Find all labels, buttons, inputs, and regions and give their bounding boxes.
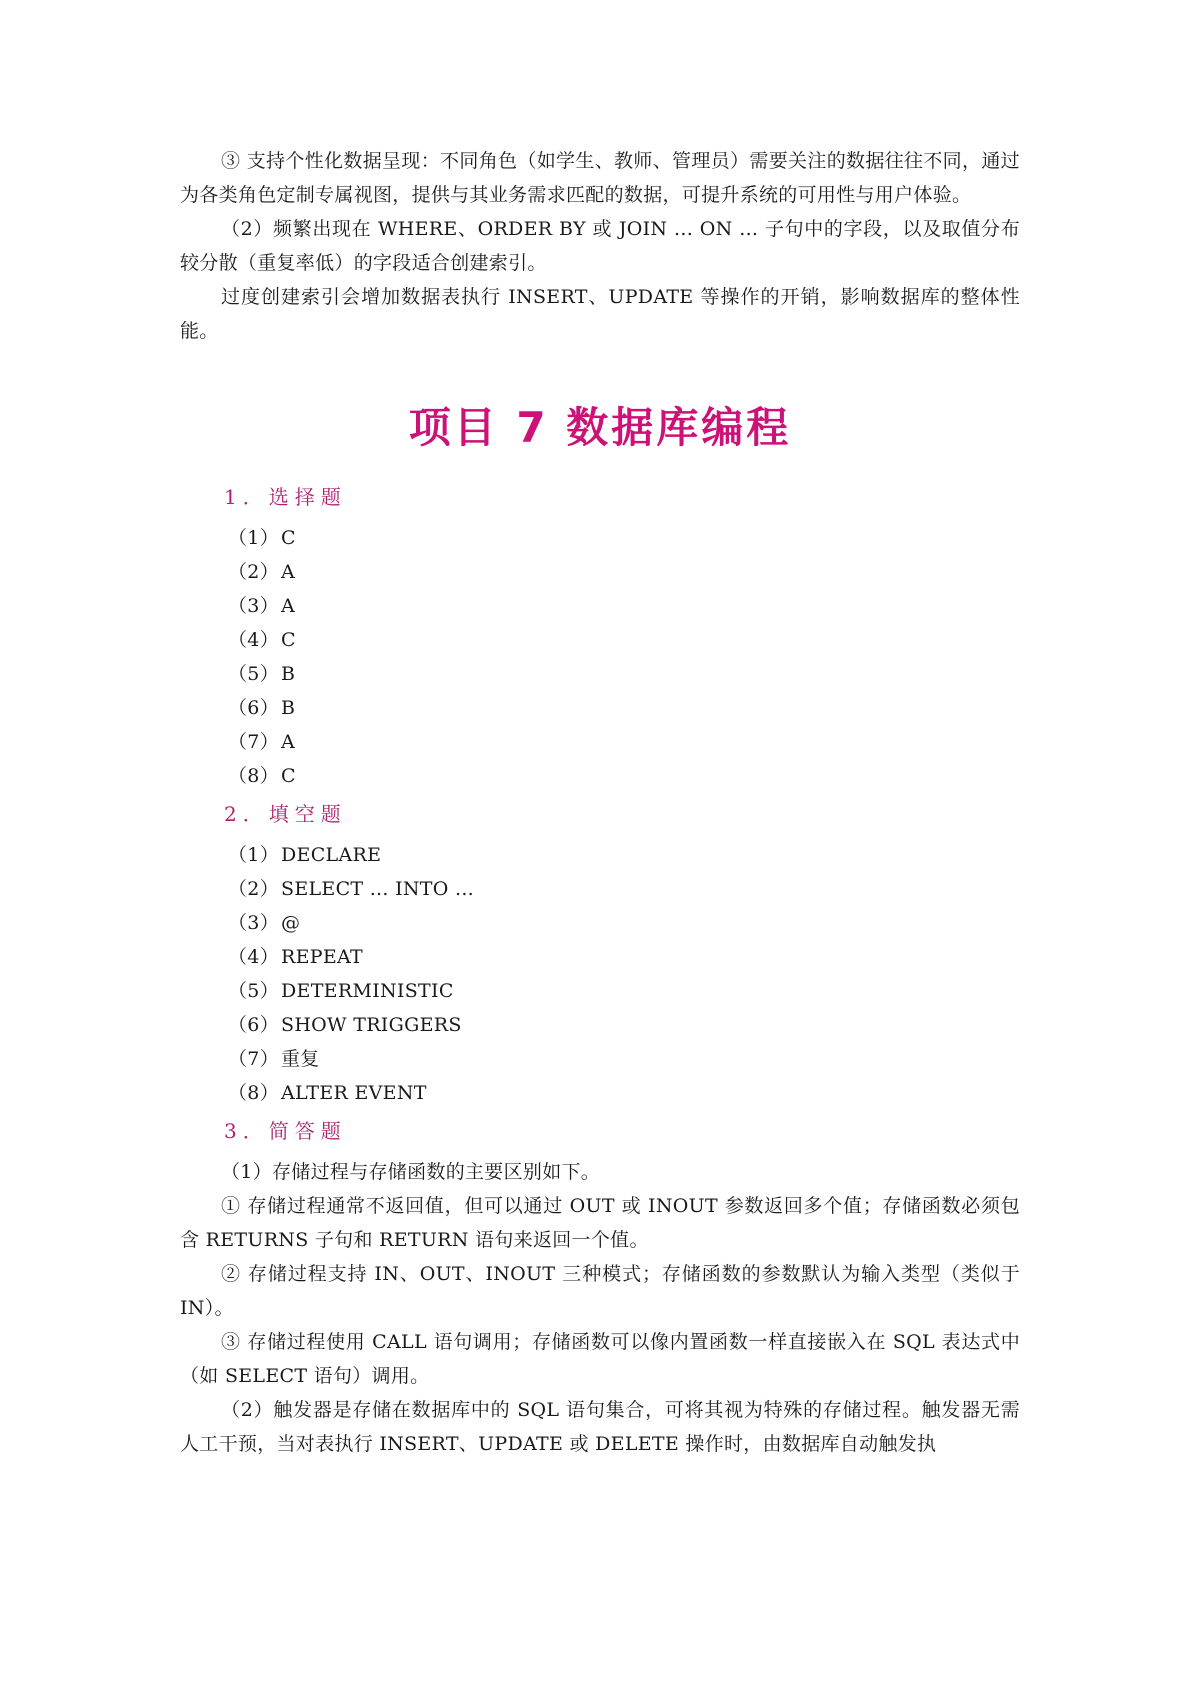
chapter-title: 项目 7 数据库编程 — [408, 403, 792, 452]
list-item — [180, 906, 1020, 940]
list-item — [180, 1042, 1020, 1076]
item-answer: A — [281, 595, 296, 617]
item-answer: ALTER EVENT — [281, 1082, 427, 1104]
item-answer: C — [281, 629, 296, 651]
list-item — [180, 940, 1020, 974]
short-answer-q2-paragraph: （2）触发器是存储在数据库中的 SQL 语句集合，可将其视为特殊的存储过程。触发器无需人工干预，当对表执行 INSERT、UPDATE 或 DELETE 操作时，由数据库自动触发执 — [180, 1399, 1020, 1455]
short-answer-q1-point-2: ② 存储过程支持 IN、OUT、INOUT 三种模式；存储函数的参数默认为输入类型（类似于 IN）。 — [180, 1263, 1020, 1319]
item-answer: C — [281, 765, 296, 787]
document-page — [180, 144, 1020, 1461]
item-number: （3） — [228, 912, 279, 934]
item-number: （6） — [228, 697, 279, 719]
list-item — [180, 759, 1020, 793]
short-answer-q1-point-3: ③ 存储过程使用 CALL 语句调用；存储函数可以像内置函数一样直接嵌入在 SQL 表达式中（如 SELECT 语句）调用。 — [180, 1331, 1020, 1387]
item-answer: A — [281, 561, 296, 583]
item-answer: 重复 — [281, 1048, 320, 1070]
item-number: （2） — [228, 878, 279, 900]
item-number: （4） — [228, 946, 279, 968]
item-number: （1） — [228, 844, 279, 866]
fill-blank-answer-list — [180, 838, 1020, 1110]
list-item — [180, 555, 1020, 589]
short-answer-q1-intro: （1）存储过程与存储函数的主要区别如下。 — [221, 1161, 601, 1183]
list-item — [180, 725, 1020, 759]
short-answer-q1-point-1: ① 存储过程通常不返回值，但可以通过 OUT 或 INOUT 参数返回多个值；存储函数必须包含 RETURNS 子句和 RETURN 语句来返回一个值。 — [180, 1195, 1020, 1251]
item-number: （8） — [228, 765, 279, 787]
list-item — [180, 589, 1020, 623]
item-answer: SELECT ... INTO ... — [281, 878, 475, 900]
section-heading-fill-blank: 2．填空题 — [224, 802, 347, 826]
item-number: （5） — [228, 980, 279, 1002]
item-number: （4） — [228, 629, 279, 651]
list-item — [180, 872, 1020, 906]
intro-paragraph-2: （2）频繁出现在 WHERE、ORDER BY 或 JOIN ... ON ... 子句中的字段，以及取值分布较分散（重复率低）的字段适合创建索引。 — [180, 218, 1020, 274]
list-item — [180, 1008, 1020, 1042]
item-number: （8） — [228, 1082, 279, 1104]
item-answer: C — [281, 527, 296, 549]
list-item — [180, 974, 1020, 1008]
list-item — [180, 657, 1020, 691]
item-number: （3） — [228, 595, 279, 617]
item-number: （7） — [228, 1048, 279, 1070]
section-heading-short-answer: 3．简答题 — [224, 1119, 347, 1143]
item-answer: REPEAT — [281, 946, 363, 968]
intro-paragraph-1: ③ 支持个性化数据呈现：不同角色（如学生、教师、管理员）需要关注的数据往往不同，通过为各类角色定制专属视图，提供与其业务需求匹配的数据，可提升系统的可用性与用户体验。 — [180, 150, 1020, 206]
item-answer: @ — [281, 912, 301, 934]
item-number: （2） — [228, 561, 279, 583]
list-item — [180, 838, 1020, 872]
item-number: （6） — [228, 1014, 279, 1036]
list-item — [180, 691, 1020, 725]
choice-answer-list — [180, 521, 1020, 793]
list-item — [180, 521, 1020, 555]
list-item — [180, 1076, 1020, 1110]
item-answer: B — [281, 663, 296, 685]
intro-paragraph-3: 过度创建索引会增加数据表执行 INSERT、UPDATE 等操作的开销，影响数据库的整体性能。 — [180, 286, 1020, 342]
item-answer: SHOW TRIGGERS — [281, 1014, 462, 1036]
item-answer: B — [281, 697, 296, 719]
item-number: （5） — [228, 663, 279, 685]
section-heading-choice: 1．选择题 — [224, 485, 347, 509]
item-number: （7） — [228, 731, 279, 753]
item-answer: A — [281, 731, 296, 753]
item-number: （1） — [228, 527, 279, 549]
item-answer: DETERMINISTIC — [281, 980, 454, 1002]
item-answer: DECLARE — [281, 844, 382, 866]
list-item — [180, 623, 1020, 657]
